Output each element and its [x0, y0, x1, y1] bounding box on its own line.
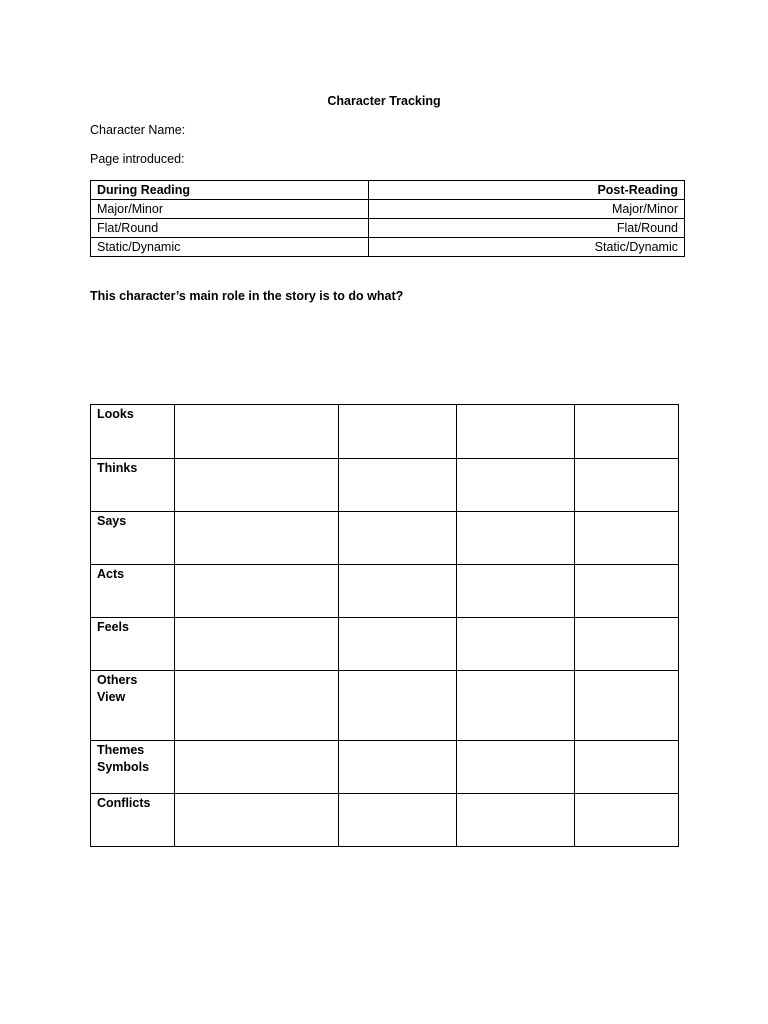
entry-cell — [575, 794, 679, 847]
row-label-looks: Looks — [91, 405, 175, 459]
reading-status-header-row — [91, 181, 685, 200]
table-row — [91, 794, 679, 847]
entry-cell — [175, 671, 339, 741]
entry-cell — [575, 512, 679, 565]
during-reading-header: During Reading — [91, 181, 369, 200]
table-row — [91, 618, 679, 671]
post-reading-cell: Static/Dynamic — [369, 238, 685, 257]
character-name-label: Character Name: — [90, 123, 186, 137]
entry-cell — [175, 405, 339, 459]
table-row — [91, 565, 679, 618]
table-row — [91, 671, 679, 741]
entry-cell — [457, 405, 575, 459]
entry-cell — [457, 741, 575, 794]
table-row — [91, 459, 679, 512]
table-row — [91, 405, 679, 459]
entry-cell — [457, 565, 575, 618]
row-label-acts: Acts — [91, 565, 175, 618]
reading-status-table — [90, 180, 685, 257]
row-label-others-view: Others View — [91, 671, 175, 741]
entry-cell — [175, 512, 339, 565]
during-reading-cell: Major/Minor — [91, 200, 369, 219]
main-role-question: This character’s main role in the story is to do what? — [90, 289, 404, 303]
entry-cell — [339, 565, 457, 618]
entry-cell — [175, 794, 339, 847]
table-row — [91, 512, 679, 565]
row-label-says: Says — [91, 512, 175, 565]
entry-cell — [339, 794, 457, 847]
entry-cell — [457, 618, 575, 671]
entry-cell — [175, 459, 339, 512]
entry-cell — [457, 671, 575, 741]
entry-cell — [575, 459, 679, 512]
entry-cell — [575, 405, 679, 459]
row-label-feels: Feels — [91, 618, 175, 671]
entry-cell — [339, 671, 457, 741]
character-tracking-table — [90, 404, 679, 847]
reading-status-row — [91, 200, 685, 219]
table-row — [91, 741, 679, 794]
entry-cell — [339, 459, 457, 512]
entry-cell — [575, 618, 679, 671]
entry-cell — [175, 565, 339, 618]
page-title: Character Tracking — [327, 94, 441, 108]
page-introduced-label: Page introduced: — [90, 152, 185, 166]
entry-cell — [175, 618, 339, 671]
post-reading-header: Post-Reading — [369, 181, 685, 200]
entry-cell — [457, 512, 575, 565]
entry-cell — [339, 405, 457, 459]
row-label-thinks: Thinks — [91, 459, 175, 512]
entry-cell — [339, 512, 457, 565]
during-reading-cell: Flat/Round — [91, 219, 369, 238]
reading-status-row — [91, 219, 685, 238]
entry-cell — [339, 618, 457, 671]
entry-cell — [575, 671, 679, 741]
reading-status-row — [91, 238, 685, 257]
entry-cell — [175, 741, 339, 794]
post-reading-cell: Flat/Round — [369, 219, 685, 238]
entry-cell — [457, 459, 575, 512]
entry-cell — [339, 741, 457, 794]
row-label-conflicts: Conflicts — [91, 794, 175, 847]
entry-cell — [457, 794, 575, 847]
during-reading-cell: Static/Dynamic — [91, 238, 369, 257]
entry-cell — [575, 565, 679, 618]
row-label-themes-symbols: Themes Symbols — [91, 741, 175, 794]
entry-cell — [575, 741, 679, 794]
post-reading-cell: Major/Minor — [369, 200, 685, 219]
